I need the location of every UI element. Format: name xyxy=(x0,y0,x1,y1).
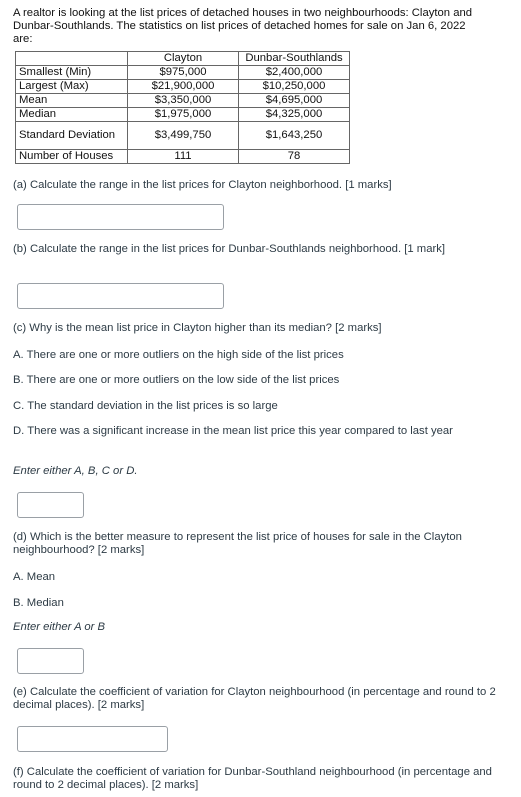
clayton-value: $1,975,000 xyxy=(128,108,239,122)
row-label: Mean xyxy=(16,94,128,108)
answer-d-input[interactable] xyxy=(17,648,84,674)
question-e: (e) Calculate the coefficient of variation for Clayton neighbourhood (in percentage and round to 2 decimal places). [2 marks] xyxy=(13,686,496,711)
question-b: (b) Calculate the range in the list prices for Dunbar-Southlands neighborhood. [1 mark] xyxy=(13,243,446,255)
question-f: (f) Calculate the coefficient of variation for Dunbar-Southland neighbourhood (in percentage and round to 2 decimal places). [2 marks] xyxy=(13,766,492,791)
answer-b-input[interactable] xyxy=(17,283,224,309)
row-label: Standard Deviation xyxy=(16,122,128,150)
table-row xyxy=(16,150,350,164)
clayton-value: 111 xyxy=(128,150,239,164)
clayton-value: $3,350,000 xyxy=(128,94,239,108)
dunbar-value: $2,400,000 xyxy=(239,66,350,80)
answer-c-input[interactable] xyxy=(17,492,84,518)
clayton-value: $975,000 xyxy=(128,66,239,80)
table-row xyxy=(16,122,350,150)
table-row xyxy=(16,108,350,122)
question-c-hint: Enter either A, B, C or D. xyxy=(13,465,138,477)
answer-e-input[interactable] xyxy=(17,726,168,752)
table-header: Dunbar-Southlands xyxy=(239,52,350,66)
statistics-table xyxy=(15,51,350,164)
dunbar-value: $4,325,000 xyxy=(239,108,350,122)
table-row xyxy=(16,66,350,80)
question-a: (a) Calculate the range in the list prices for Clayton neighborhood. [1 marks] xyxy=(13,179,392,191)
row-label: Median xyxy=(16,108,128,122)
option-d-b: B. Median xyxy=(13,597,64,609)
dunbar-value: 78 xyxy=(239,150,350,164)
dunbar-value: $10,250,000 xyxy=(239,80,350,94)
clayton-value: $3,499,750 xyxy=(128,122,239,150)
table-header-row xyxy=(16,52,350,66)
problem-intro: A realtor is looking at the list prices of detached houses in two neighbourhoods: Clayton and Dunbar-Southlands. The statistics on list prices of detached homes for sale on Jan 6, 2022 are: xyxy=(13,7,473,45)
dunbar-value: $4,695,000 xyxy=(239,94,350,108)
clayton-value: $21,900,000 xyxy=(128,80,239,94)
dunbar-value: $1,643,250 xyxy=(239,122,350,150)
table-row xyxy=(16,80,350,94)
question-d: (d) Which is the better measure to represent the list price of houses for sale in the Clayton neighbourhood? [2 marks] xyxy=(13,531,462,556)
answer-a-input[interactable] xyxy=(17,204,224,230)
table-row xyxy=(16,94,350,108)
question-c: (c) Why is the mean list price in Clayton higher than its median? [2 marks] xyxy=(13,322,382,334)
option-c-a: A. There are one or more outliers on the high side of the list prices xyxy=(13,349,344,361)
option-d-a: A. Mean xyxy=(13,571,56,583)
table-header: Clayton xyxy=(128,52,239,66)
row-label: Smallest (Min) xyxy=(16,66,128,80)
row-label: Largest (Max) xyxy=(16,80,128,94)
option-c-d: D. There was a significant increase in the mean list price this year compared to last year xyxy=(13,425,453,437)
table-header xyxy=(16,52,128,66)
option-c-c: C. The standard deviation in the list prices is so large xyxy=(13,400,278,412)
option-c-b: B. There are one or more outliers on the low side of the list prices xyxy=(13,374,340,386)
question-d-hint: Enter either A or B xyxy=(13,621,106,633)
row-label: Number of Houses xyxy=(16,150,128,164)
